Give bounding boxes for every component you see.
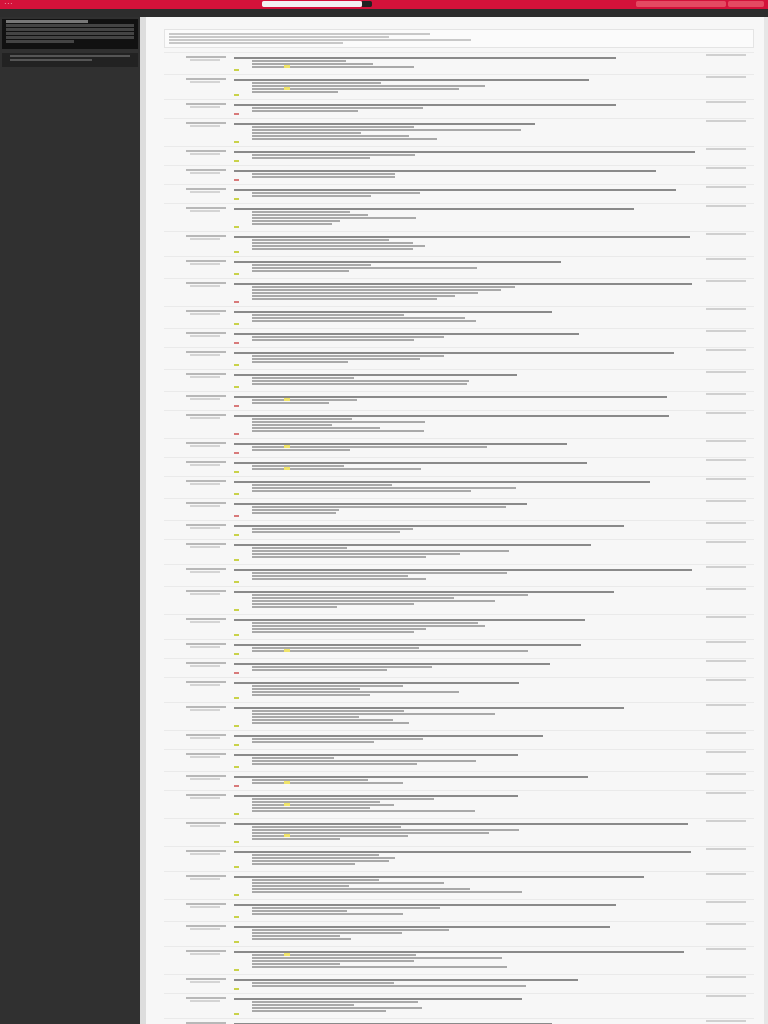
- list-item[interactable]: [164, 457, 754, 476]
- account-menu[interactable]: [636, 1, 726, 7]
- search-button[interactable]: [362, 1, 372, 7]
- entry-content: [234, 56, 698, 69]
- list-item[interactable]: [164, 639, 754, 658]
- entry-content: [234, 169, 698, 179]
- entry-content: [234, 395, 698, 405]
- entry-content: [234, 480, 698, 493]
- entry-meta: [190, 737, 220, 739]
- list-item[interactable]: [164, 52, 754, 74]
- list-item[interactable]: [164, 614, 754, 639]
- list-item[interactable]: [164, 818, 754, 846]
- list-item[interactable]: [164, 790, 754, 818]
- entry-meta: [190, 953, 220, 955]
- entry-badge: [234, 94, 239, 96]
- list-item[interactable]: [164, 74, 754, 99]
- entry-link[interactable]: [706, 280, 746, 282]
- entry-badge: [234, 452, 239, 454]
- entry-meta: [190, 354, 220, 356]
- entry-meta: [190, 878, 220, 880]
- entry-badge: [234, 634, 239, 636]
- entry-badge: [234, 433, 239, 435]
- entry-badge: [234, 969, 239, 971]
- list-item[interactable]: [164, 306, 754, 328]
- entry-badge: [234, 1013, 239, 1015]
- entry-meta: [190, 665, 220, 667]
- entry-badge: [234, 697, 239, 699]
- entry-badge: [234, 725, 239, 727]
- entry-link[interactable]: [706, 995, 746, 997]
- entry-content: [234, 794, 698, 813]
- entry-link[interactable]: [706, 371, 746, 373]
- entry-badge: [234, 894, 239, 896]
- entry-meta: [190, 778, 220, 780]
- entry-badge: [234, 515, 239, 517]
- entry-content: [234, 925, 698, 941]
- entry-content: [234, 524, 698, 534]
- entry-meta: [190, 546, 220, 548]
- entry-content: [234, 734, 698, 744]
- list-item[interactable]: [164, 921, 754, 946]
- entry-meta: [190, 571, 220, 573]
- user-button[interactable]: [728, 1, 764, 7]
- entry-badge: [234, 559, 239, 561]
- list-item[interactable]: [164, 586, 754, 614]
- entry-meta: [190, 928, 220, 930]
- entry-badge: [234, 493, 239, 495]
- entry-badge: [234, 988, 239, 990]
- document-header-block: [164, 29, 754, 48]
- entry-content: [234, 875, 698, 894]
- entry-content: [234, 903, 698, 916]
- entry-meta: [190, 313, 220, 315]
- highlight-marker: [284, 803, 290, 806]
- entry-meta: [190, 797, 220, 799]
- entry-badge: [234, 581, 239, 583]
- list-item[interactable]: [164, 520, 754, 539]
- entry-meta: [190, 417, 220, 419]
- sidebar: [0, 17, 140, 1024]
- entry-badge: [234, 342, 239, 344]
- list-item[interactable]: [164, 256, 754, 278]
- list-item[interactable]: [164, 658, 754, 677]
- entry-content: [234, 373, 698, 386]
- list-item[interactable]: [164, 564, 754, 586]
- entry-badge: [234, 609, 239, 611]
- highlight-marker: [284, 467, 290, 470]
- entry-content: [234, 332, 698, 342]
- entry-meta: [190, 505, 220, 507]
- entry-content: [234, 753, 698, 766]
- highlight-marker: [284, 65, 290, 68]
- sub-header: [0, 9, 768, 17]
- list-item[interactable]: [164, 410, 754, 438]
- entry-link[interactable]: [706, 101, 746, 103]
- entry-link[interactable]: [706, 393, 746, 395]
- entry-meta: [190, 445, 220, 447]
- entry-content: [234, 590, 698, 609]
- list-item[interactable]: [164, 539, 754, 564]
- entry-content: [234, 543, 698, 559]
- entry-content: [234, 235, 698, 251]
- entry-content: [234, 706, 698, 725]
- entry-meta: [190, 172, 220, 174]
- entry-meta: [190, 191, 220, 193]
- entry-badge: [234, 813, 239, 815]
- entry-link[interactable]: [706, 923, 746, 925]
- entry-link[interactable]: [706, 522, 746, 524]
- entry-list: [164, 52, 754, 1024]
- entry-badge: [234, 534, 239, 536]
- list-item[interactable]: [164, 974, 754, 993]
- entry-link[interactable]: [706, 820, 746, 822]
- entry-badge: [234, 141, 239, 143]
- entry-content: [234, 282, 698, 301]
- entry-badge: [234, 766, 239, 768]
- entry-link[interactable]: [706, 588, 746, 590]
- entry-content: [234, 502, 698, 515]
- entry-link[interactable]: [706, 901, 746, 903]
- entry-link[interactable]: [706, 349, 746, 351]
- list-item[interactable]: [164, 993, 754, 1018]
- entry-badge: [234, 364, 239, 366]
- list-item[interactable]: [164, 231, 754, 256]
- list-item[interactable]: [164, 369, 754, 391]
- list-item[interactable]: [164, 846, 754, 871]
- entry-meta: [190, 527, 220, 529]
- list-item[interactable]: [164, 278, 754, 306]
- entry-link[interactable]: [706, 500, 746, 502]
- entry-badge: [234, 198, 239, 200]
- entry-badge: [234, 179, 239, 181]
- entry-badge: [234, 841, 239, 843]
- list-item[interactable]: [164, 99, 754, 118]
- list-item[interactable]: [164, 146, 754, 165]
- entry-meta: [190, 853, 220, 855]
- list-item[interactable]: [164, 749, 754, 771]
- entry-date: [186, 1020, 226, 1024]
- entry-meta: [190, 335, 220, 337]
- entry-meta: [190, 684, 220, 686]
- entry-meta: [190, 81, 220, 83]
- entry-link[interactable]: [706, 1020, 746, 1022]
- highlight-marker: [284, 953, 290, 956]
- sidebar-section-primary[interactable]: [2, 19, 138, 49]
- list-item[interactable]: [164, 184, 754, 203]
- entry-meta: [190, 59, 220, 61]
- entry-meta: [190, 106, 220, 108]
- list-item[interactable]: [164, 328, 754, 347]
- entry-link[interactable]: [706, 459, 746, 461]
- entry-content: [234, 568, 698, 581]
- highlight-marker: [284, 834, 290, 837]
- highlight-marker: [284, 445, 290, 448]
- entry-link[interactable]: [706, 258, 746, 260]
- entry-meta: [190, 376, 220, 378]
- entry-content: [234, 822, 698, 841]
- entry-link[interactable]: [706, 679, 746, 681]
- sidebar-section-secondary[interactable]: [2, 53, 138, 67]
- entry-meta: [190, 210, 220, 212]
- entry-badge: [234, 113, 239, 115]
- entry-meta: [190, 125, 220, 127]
- entry-link[interactable]: [706, 167, 746, 169]
- entry-badge: [234, 251, 239, 253]
- list-item[interactable]: [164, 391, 754, 410]
- entry-content: [234, 618, 698, 634]
- entry-link[interactable]: [706, 205, 746, 207]
- entry-meta: [190, 483, 220, 485]
- document-panel: [146, 17, 768, 1024]
- list-item[interactable]: [164, 1018, 754, 1024]
- entry-link[interactable]: [706, 54, 746, 56]
- entry-link[interactable]: [706, 732, 746, 734]
- entry-link[interactable]: [706, 976, 746, 978]
- entry-link[interactable]: [706, 704, 746, 706]
- scrollbar[interactable]: [764, 17, 768, 1024]
- highlight-marker: [284, 87, 290, 90]
- entry-meta: [190, 825, 220, 827]
- entry-badge: [234, 744, 239, 746]
- entry-link[interactable]: [706, 566, 746, 568]
- entry-meta: [190, 263, 220, 265]
- entry-badge: [234, 653, 239, 655]
- entry-meta: [190, 981, 220, 983]
- entry-link[interactable]: [706, 412, 746, 414]
- entry-meta: [190, 621, 220, 623]
- entry-meta: [190, 709, 220, 711]
- entry-content: [234, 207, 698, 226]
- entry-content: [234, 188, 698, 198]
- entry-meta: [190, 906, 220, 908]
- entry-content: [234, 978, 698, 988]
- entry-link[interactable]: [706, 873, 746, 875]
- entry-badge: [234, 386, 239, 388]
- entry-link[interactable]: [706, 616, 746, 618]
- list-item[interactable]: [164, 165, 754, 184]
- entry-content: [234, 78, 698, 94]
- entry-link[interactable]: [706, 773, 746, 775]
- entry-link[interactable]: [706, 186, 746, 188]
- entry-badge: [234, 301, 239, 303]
- entry-badge: [234, 941, 239, 943]
- entry-badge: [234, 866, 239, 868]
- highlight-marker: [284, 649, 290, 652]
- top-bar: [0, 0, 768, 9]
- entry-link[interactable]: [706, 541, 746, 543]
- list-item[interactable]: [164, 203, 754, 231]
- entry-meta: [190, 756, 220, 758]
- entry-link[interactable]: [706, 848, 746, 850]
- list-item[interactable]: [164, 438, 754, 457]
- entry-badge: [234, 672, 239, 674]
- entry-meta: [190, 398, 220, 400]
- entry-meta: [190, 1000, 220, 1002]
- entry-link[interactable]: [706, 440, 746, 442]
- search-input[interactable]: [262, 1, 362, 7]
- entry-link[interactable]: [706, 330, 746, 332]
- list-item[interactable]: [164, 498, 754, 520]
- entry-link[interactable]: [706, 233, 746, 235]
- entry-badge: [234, 785, 239, 787]
- entry-link[interactable]: [706, 76, 746, 78]
- list-item[interactable]: [164, 476, 754, 498]
- list-item[interactable]: [164, 118, 754, 146]
- entry-content: [234, 351, 698, 364]
- entry-content: [234, 461, 698, 471]
- entry-link[interactable]: [706, 120, 746, 122]
- entry-content: [234, 122, 698, 141]
- entry-content: [234, 681, 698, 697]
- list-item[interactable]: [164, 730, 754, 749]
- page-title: [164, 19, 754, 27]
- entry-content: [234, 662, 698, 672]
- list-item[interactable]: [164, 771, 754, 790]
- entry-content: [234, 442, 698, 452]
- entry-meta: [190, 285, 220, 287]
- list-item[interactable]: [164, 899, 754, 921]
- entry-link[interactable]: [706, 641, 746, 643]
- entry-meta: [190, 464, 220, 466]
- entry-content: [234, 150, 698, 160]
- list-item[interactable]: [164, 702, 754, 730]
- brand-logo[interactable]: ...: [4, 0, 14, 6]
- entry-link[interactable]: [706, 148, 746, 150]
- entry-content: [234, 850, 698, 866]
- list-item[interactable]: [164, 946, 754, 974]
- list-item[interactable]: [164, 871, 754, 899]
- list-item[interactable]: [164, 677, 754, 702]
- entry-badge: [234, 323, 239, 325]
- highlight-marker: [284, 781, 290, 784]
- entry-content: [234, 950, 698, 969]
- entry-content: [234, 643, 698, 653]
- entry-badge: [234, 226, 239, 228]
- entry-badge: [234, 69, 239, 71]
- entry-meta: [190, 593, 220, 595]
- entry-link[interactable]: [706, 792, 746, 794]
- entry-meta: [190, 238, 220, 240]
- entry-link[interactable]: [706, 660, 746, 662]
- entry-badge: [234, 471, 239, 473]
- highlight-marker: [284, 398, 290, 401]
- entry-link[interactable]: [706, 308, 746, 310]
- entry-link[interactable]: [706, 478, 746, 480]
- entry-content: [234, 260, 698, 273]
- entry-badge: [234, 160, 239, 162]
- entry-content: [234, 775, 698, 785]
- entry-badge: [234, 916, 239, 918]
- entry-badge: [234, 273, 239, 275]
- list-item[interactable]: [164, 347, 754, 369]
- entry-meta: [190, 646, 220, 648]
- entry-link[interactable]: [706, 948, 746, 950]
- entry-link[interactable]: [706, 751, 746, 753]
- entry-badge: [234, 405, 239, 407]
- entry-content: [234, 103, 698, 113]
- entry-meta: [190, 153, 220, 155]
- entry-content: [234, 310, 698, 323]
- entry-content: [234, 997, 698, 1013]
- entry-content: [234, 414, 698, 433]
